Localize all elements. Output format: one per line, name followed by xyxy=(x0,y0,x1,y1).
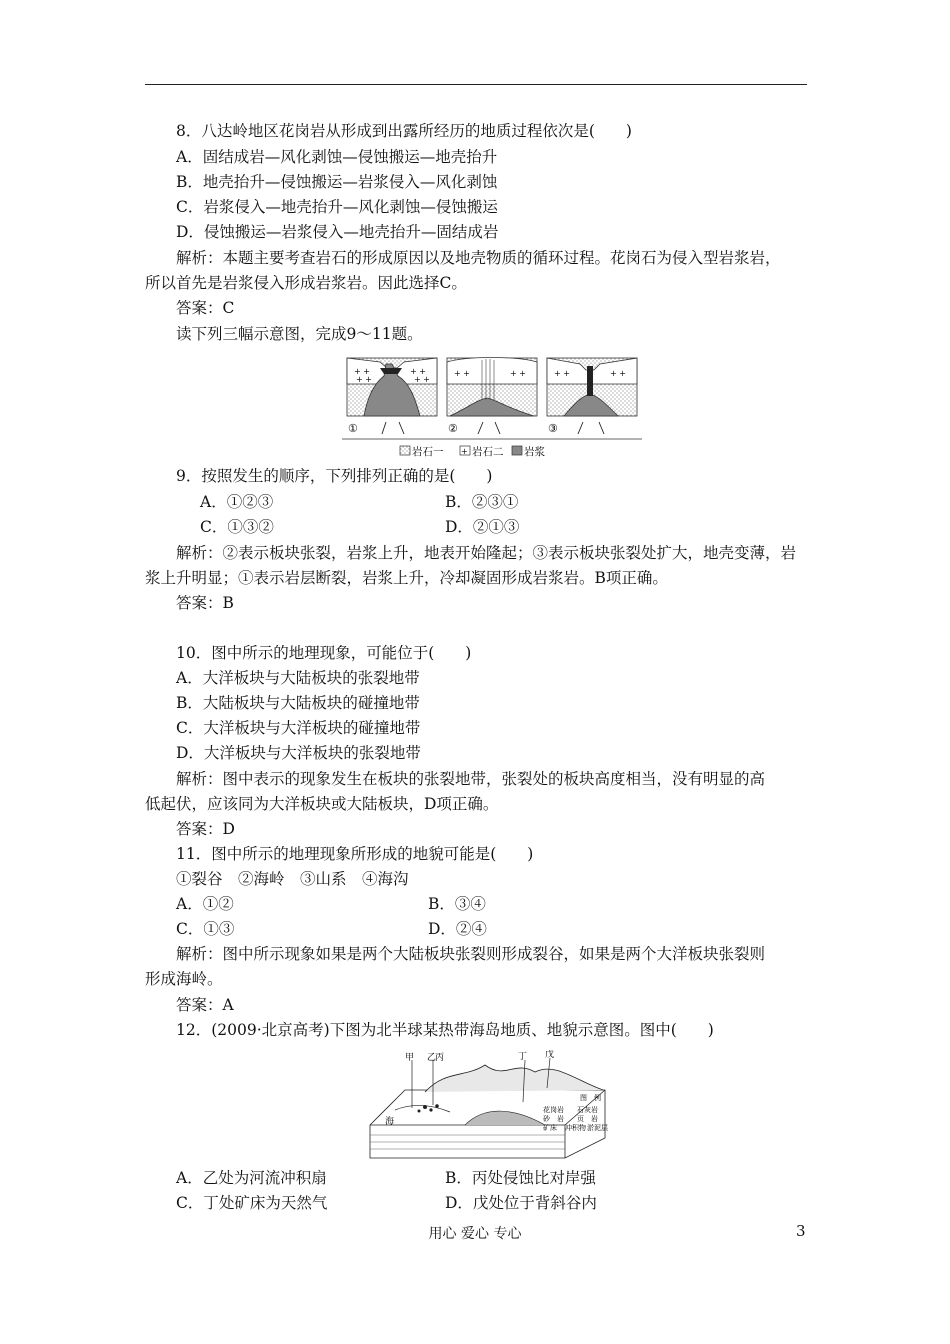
legend-shale: 页 岩 xyxy=(577,1115,598,1123)
q12-option-b: B．丙处侵蚀比对岸强 xyxy=(445,1169,596,1187)
q9-explanation-1: 解析：②表示板块张裂，岩浆上升，地表开始隆起；③表示板块张裂处扩大，地壳变薄，岩 xyxy=(176,544,797,562)
legend-granite: 花岗岩 xyxy=(543,1106,564,1114)
page-number: 3 xyxy=(796,1222,806,1240)
label-wu: 戊 xyxy=(545,1050,555,1060)
svg-text:+ +: + + xyxy=(410,367,426,376)
label-hai: 海 xyxy=(385,1117,395,1127)
page-footer: 用心 爱心 专心 xyxy=(428,1226,522,1242)
q8-option-a: A．固结成岩—风化剥蚀—侵蚀搬运—地壳抬升 xyxy=(176,148,498,166)
q11-explanation-1: 解析：图中所示现象如果是两个大陆板块张裂则形成裂谷，如果是两个大洋板块张裂则 xyxy=(176,945,766,963)
legend-magma: 岩浆 xyxy=(524,446,545,458)
legend-rock-1: 岩石一 xyxy=(412,446,444,458)
q8-explanation-2: 所以首先是岩浆侵入形成岩浆岩。因此选择C。 xyxy=(145,274,467,292)
q9-option-c: C．①③② xyxy=(200,518,274,536)
q10-stem: 10．图中所示的地理现象，可能位于( ) xyxy=(176,644,472,662)
legend-title: 图 例 xyxy=(580,1094,601,1102)
panel-label-3: ③ xyxy=(548,422,558,435)
q11-option-d: D．②④ xyxy=(428,920,487,938)
legend-alluvium: 冲积物 xyxy=(565,1124,586,1132)
diagram-panel-3 xyxy=(547,358,637,434)
rift-diagrams-figure xyxy=(342,354,642,464)
svg-text:+ +: + + xyxy=(554,369,570,378)
q10-explanation-1: 解析：图中表示的现象发生在板块的张裂地带，张裂处的板块高度相当，没有明显的高 xyxy=(176,770,766,788)
legend-rock-2: 岩石二 xyxy=(472,446,504,458)
svg-text:+ +: + + xyxy=(610,369,626,378)
q10-answer: 答案：D xyxy=(176,820,235,838)
q12-option-d: D．戊处位于背斜谷内 xyxy=(445,1194,597,1212)
q11-option-a: A．①② xyxy=(176,895,234,913)
label-bing: 丙 xyxy=(435,1053,445,1063)
q11-option-b: B．③④ xyxy=(428,895,486,913)
label-yi: 乙 xyxy=(427,1053,437,1063)
q9-answer: 答案：B xyxy=(176,594,234,612)
q9-option-d: D．②①③ xyxy=(445,518,520,536)
svg-text:+ +: + + xyxy=(414,375,430,384)
q10-option-a: A．大洋板块与大陆板块的张裂地带 xyxy=(176,669,420,687)
svg-text:+: + xyxy=(461,447,468,456)
q9-option-b: B．②③① xyxy=(445,493,519,511)
q8-stem: 8．八达岭地区花岗岩从形成到出露所经历的地质过程依次是( ) xyxy=(176,122,632,140)
panel-label-1: ① xyxy=(348,422,358,435)
q11-choices: ①裂谷 ②海岭 ③山系 ④海沟 xyxy=(176,870,409,888)
intro-text: 读下列三幅示意图，完成9～11题。 xyxy=(176,325,423,343)
q8-option-c: C．岩浆侵入—地壳抬升—风化剥蚀—侵蚀搬运 xyxy=(176,198,498,216)
svg-text:+ +: + + xyxy=(354,367,370,376)
legend-ore: 矿床 xyxy=(543,1124,557,1132)
q11-explanation-2: 形成海岭。 xyxy=(145,970,223,988)
q8-option-d: D．侵蚀搬运—岩浆侵入—地壳抬升—固结成岩 xyxy=(176,223,499,241)
q10-option-b: B．大陆板块与大陆板块的碰撞地带 xyxy=(176,694,420,712)
label-ding: 丁 xyxy=(518,1052,528,1062)
diagram-panel-1 xyxy=(347,358,437,434)
q8-explanation-1: 解析：本题主要考查岩石的形成原因以及地壳物质的循环过程。花岗石为侵入型岩浆岩， xyxy=(176,249,781,267)
q11-option-c: C．①③ xyxy=(176,920,235,938)
header-rule xyxy=(145,84,807,85)
diagram-panel-2 xyxy=(447,358,537,435)
q12-stem: 12．(2009·北京高考)下图为北半球某热带海岛地质、地貌示意图。图中( ) xyxy=(176,1021,714,1039)
q12-option-a: A．乙处为河流冲积扇 xyxy=(176,1169,327,1187)
island-geology-figure xyxy=(365,1050,615,1160)
q9-stem: 9．按照发生的顺序，下列排列正确的是( ) xyxy=(176,467,493,485)
legend-limestone: 石灰岩 xyxy=(577,1106,598,1114)
svg-text:+ +: + + xyxy=(510,369,526,378)
panel-label-2: ② xyxy=(448,422,458,435)
q11-answer: 答案：A xyxy=(176,996,234,1014)
legend-silt: 淤泥层 xyxy=(587,1124,608,1132)
q12-option-c: C．丁处矿床为天然气 xyxy=(176,1194,328,1212)
q9-explanation-2: 浆上升明显；①表示岩层断裂，岩浆上升，冷却凝固形成岩浆岩。B项正确。 xyxy=(145,569,668,587)
svg-text:+ +: + + xyxy=(356,375,372,384)
q11-stem: 11．图中所示的地理现象所形成的地貌可能是( ) xyxy=(176,845,534,863)
legend-sandstone: 砂 岩 xyxy=(543,1115,564,1123)
q9-option-a: A．①②③ xyxy=(200,493,274,511)
label-jia: 甲 xyxy=(405,1053,415,1063)
q10-option-c: C．大洋板块与大洋板块的碰撞地带 xyxy=(176,719,421,737)
svg-text:+ +: + + xyxy=(454,369,470,378)
q8-option-b: B．地壳抬升—侵蚀搬运—岩浆侵入—风化剥蚀 xyxy=(176,173,498,191)
q10-option-d: D．大洋板块与大洋板块的张裂地带 xyxy=(176,744,421,762)
q8-answer: 答案：C xyxy=(176,299,235,317)
q10-explanation-2: 低起伏，应该同为大洋板块或大陆板块，D项正确。 xyxy=(145,795,499,813)
